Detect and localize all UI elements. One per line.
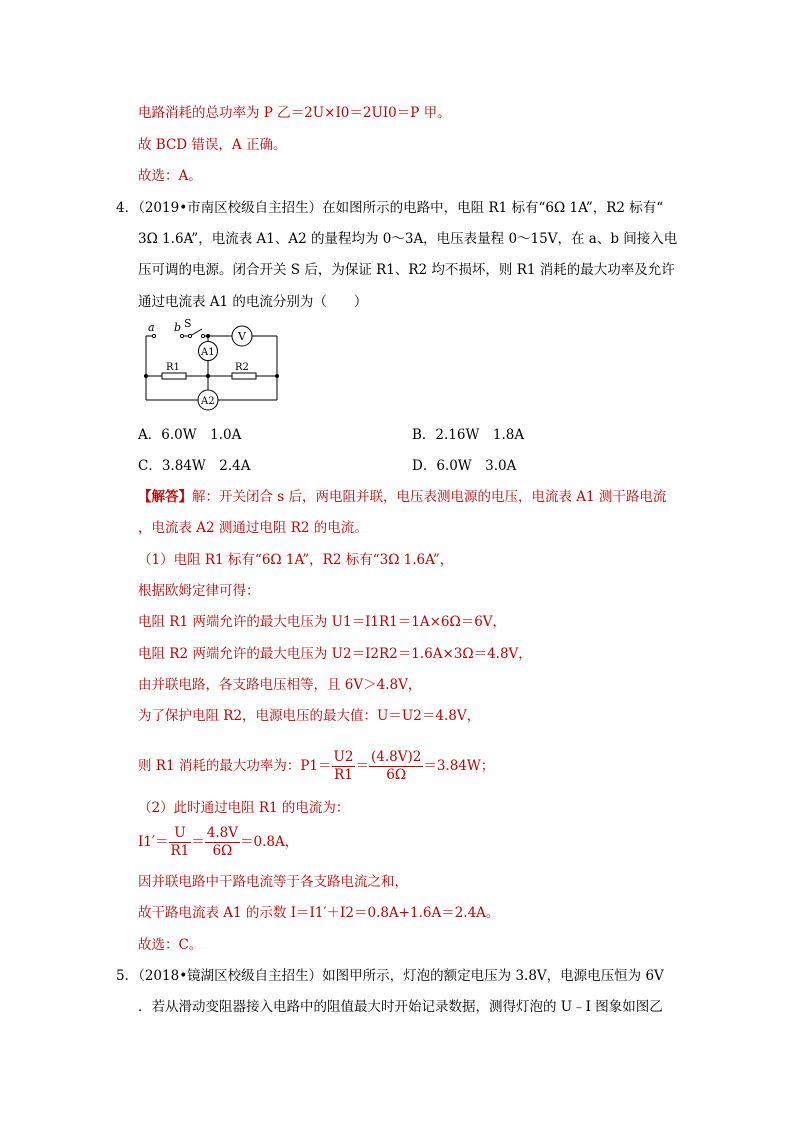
question-number: 5． <box>116 968 139 984</box>
terminal-b <box>180 334 183 337</box>
solution-line-2: ，电流表 A2 测通过电阻 R2 的电流。 <box>138 520 368 536</box>
terminal-a <box>152 334 155 337</box>
solution-line-1 <box>138 487 666 507</box>
voltmeter-label: V <box>238 330 246 343</box>
solution-line-14: 故选：C。 <box>138 937 203 953</box>
option-b[interactable]: B．2.16W 1.8A <box>412 427 525 443</box>
question-4-line-3: 压可调的电源。闭合开关 S 后，为保证 R1、R2 均不损坏，则 R1 消耗的最大功率及允许 <box>138 262 675 278</box>
solution-tag: 【解答】 <box>138 489 192 505</box>
solution-line-9-formula: 则 R1 消耗的最大功率为：P1＝ $\frac{U2}{R1}$ ＝ $\frac{(4.8V)2}{6\Omega}$ ＝3.84W； <box>138 749 495 783</box>
prev-answer-line: 故选：A。 <box>138 168 202 184</box>
question-number: 4． <box>116 200 139 216</box>
fraction-u-r1: $\frac{U}{R1}$ <box>170 825 190 859</box>
label-switch: S <box>184 318 192 330</box>
ammeter-a2-label: A2 <box>201 396 215 407</box>
solution-line-7: 由并联电路，各支路电压相等，且 6V＞4.8V， <box>138 677 422 693</box>
fraction-48v-6ohm: $\frac{4.8V}{6\Omega}$ <box>206 825 238 859</box>
solution-line-11-formula: I1′＝ $\frac{U}{R1}$ ＝ $\frac{4.8V}{6\Omega}$ ＝0.8A， <box>138 825 299 859</box>
solution-line-5: 电阻 R1 两端允许的最大电压为 U1＝I1R1＝1A×6Ω＝6V， <box>138 614 507 630</box>
circuit-diagram <box>140 318 285 414</box>
solution-line-8: 为了保护电阻 R2，电源电压的最大值：U＝U2＝4.8V， <box>138 708 481 724</box>
ammeter-a1-label: A1 <box>201 347 215 358</box>
total-power-line: 电路消耗的总功率为 P 乙＝2U×I0＝2UI0＝P 甲。 <box>138 105 451 121</box>
formula-prefix: 则 R1 消耗的最大功率为：P1＝ <box>138 758 332 774</box>
option-d[interactable]: D．6.0W 3.0A <box>412 458 517 474</box>
resistor-r1 <box>162 373 186 379</box>
question-stem: 如图甲所示，灯泡的额定电压为 3.8V，电源电压恒为 6V <box>322 968 664 984</box>
label-a: a <box>148 321 155 334</box>
conclusion-line: 故 BCD 错误，A 正确。 <box>138 137 287 153</box>
question-source: （2018•镜湖区校级自主招生） <box>138 968 323 984</box>
formula-prefix: I1′＝ <box>138 834 169 850</box>
solution-line-4: 根据欧姆定律可得： <box>138 583 260 599</box>
solution-line-6: 电阻 R2 两端允许的最大电压为 U2＝I2R2＝1.6A×3Ω＝4.8V， <box>138 646 532 662</box>
solution-line-12: 因并联电路中干路电流等于各支路电流之和， <box>138 874 408 890</box>
question-stem: 在如图所示的电路中，电阻 R1 标有“6Ω 1A”，R2 标有“ <box>322 200 664 216</box>
question-4-line-4: 通过电流表 A1 的电流分别为（ ） <box>138 294 368 310</box>
resistor-r2-label: R2 <box>235 362 249 373</box>
question-source: （2019•市南区校级自主招生） <box>138 200 323 216</box>
solution-line-10: （2）此时通过电阻 R1 的电流为： <box>138 800 350 816</box>
option-a[interactable]: A．6.0W 1.0A <box>138 427 242 443</box>
fraction-u2-r1: $\frac{U2}{R1}$ <box>333 749 354 783</box>
solution-line-13: 故干路电流表 A1 的示数 I＝I1′＋I2＝0.8A+1.6A＝2.4A。 <box>138 905 500 921</box>
resistor-r1-label: R1 <box>166 362 180 373</box>
question-5-line-1 <box>116 966 664 986</box>
resistor-r2 <box>232 373 256 379</box>
question-4-line-2: 3Ω 1.6A”，电流表 A1、A2 的量程均为 0～3A，电压表量程 0～15V，在 a、b 间接入电 <box>138 231 678 247</box>
solution-text: 解：开关闭合 s 后，两电阻并联，电压表测电源的电压，电流表 A1 测干路电流 <box>192 489 667 505</box>
question-4-line-1 <box>116 198 663 218</box>
option-c[interactable]: C．3.84W 2.4A <box>138 458 251 474</box>
label-b: b <box>174 321 182 334</box>
solution-line-3: （1）电阻 R1 标有“6Ω 1A”，R2 标有“3Ω 1.6A”， <box>138 552 454 568</box>
fraction-48v2-6ohm: $\frac{(4.8V)2}{6\Omega}$ <box>370 749 422 783</box>
question-5-line-2: ．若从滑动变阻器接入电路中的阻值最大时开始记录数据，测得灯泡的 U﹣I 图象如图乙 <box>138 999 663 1015</box>
